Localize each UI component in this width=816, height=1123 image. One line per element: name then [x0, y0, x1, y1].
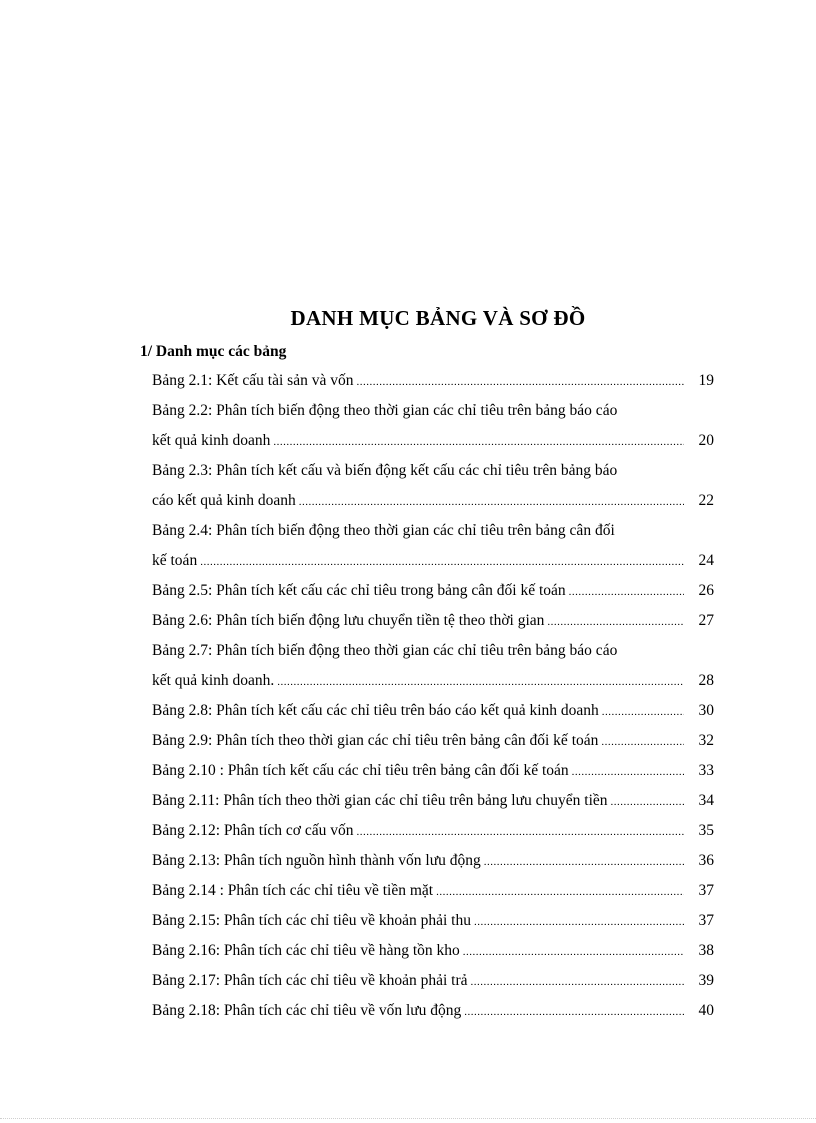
- toc-entry-text: Bảng 2.11: Phân tích theo thời gian các chỉ tiêu trên bảng lưu chuyển tiền: [152, 792, 608, 809]
- toc-entry: [152, 786, 714, 816]
- page-bottom-border: [0, 1118, 816, 1119]
- toc-page-number: 34: [698, 792, 714, 809]
- toc-page-number: 38: [698, 942, 714, 959]
- toc-entry: [152, 936, 714, 966]
- dot-leader: [299, 487, 684, 517]
- dot-leader: [569, 577, 684, 607]
- toc-page-number: 36: [698, 852, 714, 869]
- toc-entry-text: Bảng 2.12: Phân tích cơ cấu vốn: [152, 822, 354, 839]
- toc-page-number: 33: [698, 762, 714, 779]
- toc-entry-text: Bảng 2.5: Phân tích kết cấu các chỉ tiêu trong bảng cân đối kế toán: [152, 582, 566, 599]
- dot-leader: [601, 727, 684, 757]
- dot-leader: [464, 997, 684, 1027]
- dot-leader: [277, 667, 684, 697]
- toc-entry-text: kế toán: [152, 552, 198, 569]
- toc-entry-text: Bảng 2.17: Phân tích các chỉ tiêu về khoản phải trả: [152, 972, 468, 989]
- toc-page-number: 19: [698, 372, 714, 389]
- dot-leader: [356, 367, 684, 397]
- page-title: DANH MỤC BẢNG VÀ SƠ ĐỒ: [290, 306, 586, 330]
- toc-entry: [152, 756, 714, 786]
- toc-entry: [152, 606, 714, 636]
- toc-entry-text: Bảng 2.18: Phân tích các chỉ tiêu về vốn lưu động: [152, 1002, 462, 1019]
- toc-page-number: 39: [698, 972, 714, 989]
- toc-entry-text: Bảng 2.16: Phân tích các chỉ tiêu về hàng tồn kho: [152, 942, 460, 959]
- toc-entry: [152, 726, 714, 756]
- toc-entry: [152, 366, 714, 396]
- toc-entry: [152, 456, 714, 516]
- toc-entry-text: Bảng 2.4: Phân tích biến động theo thời gian các chỉ tiêu trên bảng cân đối: [152, 522, 615, 539]
- toc-page-number: 30: [698, 702, 714, 719]
- toc-page-number: 24: [698, 552, 714, 569]
- toc-page-number: 22: [698, 492, 714, 509]
- dot-leader: [474, 907, 684, 937]
- toc-entry: [152, 966, 714, 996]
- toc-entry-text: Bảng 2.10 : Phân tích kết cấu các chỉ tiêu trên bảng cân đối kế toán: [152, 762, 569, 779]
- toc-entry-text: Bảng 2.2: Phân tích biến động theo thời gian các chỉ tiêu trên bảng báo cáo: [152, 402, 618, 419]
- dot-leader: [356, 817, 684, 847]
- dot-leader: [436, 877, 684, 907]
- toc-entry-text: Bảng 2.7: Phân tích biến động theo thời gian các chỉ tiêu trên bảng báo cáo: [152, 642, 618, 659]
- toc-entry-text: Bảng 2.9: Phân tích theo thời gian các chỉ tiêu trên bảng cân đối kế toán: [152, 732, 599, 749]
- dot-leader: [484, 847, 684, 877]
- toc-entry-text: kết quả kinh doanh: [152, 432, 271, 449]
- toc-entry-text: cáo kết quả kinh doanh: [152, 492, 296, 509]
- dot-leader: [200, 547, 684, 577]
- section-heading: 1/ Danh mục các bảng: [140, 343, 287, 360]
- dot-leader: [273, 427, 684, 457]
- dot-leader: [602, 697, 684, 727]
- toc-entry: [152, 906, 714, 936]
- toc-entry-text: Bảng 2.13: Phân tích nguồn hình thành vốn lưu động: [152, 852, 481, 869]
- dot-leader: [547, 607, 684, 637]
- toc-entry: [152, 816, 714, 846]
- dot-leader: [611, 787, 684, 817]
- toc-entry-text: Bảng 2.3: Phân tích kết cấu và biến động kết cấu các chỉ tiêu trên bảng báo: [152, 462, 618, 479]
- toc-entry: [152, 576, 714, 606]
- dot-leader: [572, 757, 684, 787]
- toc-page-number: 40: [698, 1002, 714, 1019]
- toc-entry: [152, 876, 714, 906]
- toc-entry-text: kết quả kinh doanh.: [152, 672, 275, 689]
- toc-entry-text: Bảng 2.8: Phân tích kết cấu các chỉ tiêu trên báo cáo kết quả kinh doanh: [152, 702, 599, 719]
- toc-entry: [152, 516, 714, 576]
- toc-entry-text: Bảng 2.1: Kết cấu tài sản và vốn: [152, 372, 354, 389]
- toc-entry: [152, 846, 714, 876]
- toc-entry: [152, 636, 714, 696]
- toc-entry: [152, 396, 714, 456]
- table-of-contents: [152, 366, 714, 1026]
- toc-page-number: 32: [698, 732, 714, 749]
- toc-page-number: 37: [698, 882, 714, 899]
- toc-entry-text: Bảng 2.14 : Phân tích các chỉ tiêu về tiền mặt: [152, 882, 434, 899]
- toc-entry: [152, 996, 714, 1026]
- dot-leader: [463, 937, 684, 967]
- toc-entry-text: Bảng 2.15: Phân tích các chỉ tiêu về khoản phải thu: [152, 912, 471, 929]
- dot-leader: [471, 967, 684, 997]
- toc-entry-text: Bảng 2.6: Phân tích biến động lưu chuyển tiền tệ theo thời gian: [152, 612, 545, 629]
- toc-page-number: 26: [698, 582, 714, 599]
- toc-page-number: 28: [698, 672, 714, 689]
- toc-page-number: 35: [698, 822, 714, 839]
- toc-entry: [152, 696, 714, 726]
- toc-page-number: 37: [698, 912, 714, 929]
- toc-page-number: 27: [698, 612, 714, 629]
- toc-page-number: 20: [698, 432, 714, 449]
